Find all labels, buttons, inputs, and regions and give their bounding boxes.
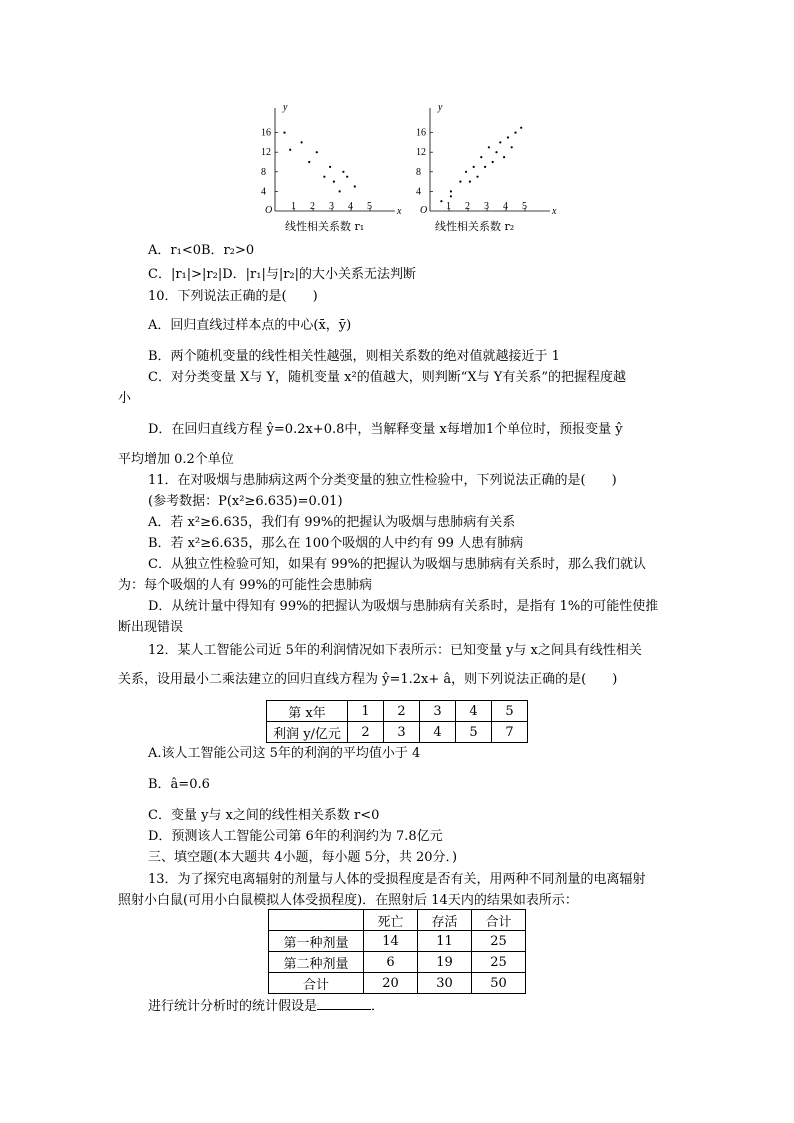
- q12-option-a: A.该人工智能公司这 5年的利润的平均值小于 4: [148, 746, 421, 761]
- q11-option-d-line1: D．从统计量中得知有 99%的把握认为吸烟与患肺病有关系时，是指有 1%的可能性使推: [148, 599, 659, 614]
- x-tick-label: 5: [522, 201, 527, 212]
- table-cell: 第一种剂量: [269, 931, 364, 952]
- scatter-point: [342, 171, 344, 173]
- table-cell: 25: [472, 952, 526, 973]
- table-cell: 第 x年: [267, 701, 348, 722]
- scatter-point: [473, 166, 475, 168]
- q10-stem: 10．下列说法正确的是( ): [148, 289, 318, 304]
- scatter-plot-r1: [255, 98, 402, 217]
- y-tick-label: 16: [416, 127, 426, 139]
- q9-option-c: C．|r₁|>|r₂|D．|r₁|与|r₂|的大小关系无法判断: [148, 267, 417, 282]
- table-header: 死亡: [364, 910, 418, 931]
- q10-option-a: A．回归直线过样本点的中心(x̄，ȳ): [148, 318, 352, 333]
- x-tick-label: 1: [446, 201, 451, 212]
- profit-table: [266, 700, 528, 743]
- q10-option-d-line1: D．在回归直线方程 ŷ=0.2x+0.8中，当解释变量 x每增加1个单位时，预报变量 ŷ: [148, 422, 623, 437]
- plot2-ylabel: y: [438, 102, 443, 113]
- q11-option-a: A．若 x²≥6.635，我们有 99%的把握认为吸烟与患肺病有关系: [148, 515, 516, 530]
- table-cell: 30: [418, 973, 472, 994]
- x-tick-label: 4: [503, 201, 508, 212]
- scatter-point: [520, 127, 522, 129]
- scatter-point: [346, 176, 348, 178]
- table-cell: 合计: [269, 973, 364, 994]
- x-tick-label: 4: [348, 201, 353, 212]
- scatter-point: [476, 176, 478, 178]
- q11-option-b: B．若 x²≥6.635，那么在 100个吸烟的人中约有 99 人患有肺病: [148, 536, 524, 551]
- scatter-point: [450, 190, 452, 192]
- table-cell: 3: [384, 722, 420, 743]
- q13-stem-line1: 13．为了探究电离辐射的剂量与人体的受损程度是否有关，用两种不同剂量的电离辐射: [148, 872, 646, 887]
- table-cell: 5: [492, 701, 528, 722]
- y-tick-label: 12: [261, 147, 271, 159]
- origin-label: O: [265, 205, 273, 216]
- table-cell: 7: [492, 722, 528, 743]
- plot2-axes: [430, 108, 550, 211]
- table-cell: 3: [420, 701, 456, 722]
- q12-option-b: B．â=0.6: [148, 777, 210, 792]
- y-tick-label: 8: [261, 166, 266, 178]
- scatter-point: [492, 161, 494, 163]
- x-tick-label: 3: [484, 201, 489, 212]
- plot2-caption: 线性相关系数 r₂: [435, 220, 515, 233]
- scatter-point: [495, 151, 497, 153]
- plot1-axes: [275, 108, 395, 211]
- answer-blank: [317, 998, 371, 1010]
- q13-tail-end: ．: [371, 999, 385, 1014]
- table-cell: 20: [364, 973, 418, 994]
- y-tick-label: 4: [261, 186, 266, 198]
- q13-tail: [148, 998, 384, 1015]
- x-tick-label: 1: [291, 201, 296, 212]
- scatter-plot-r2: [405, 98, 557, 217]
- q12-stem-line2: 关系，设用最小二乘法建立的回归直线方程为 ŷ=1.2x+ â，则下列说法正确的是( ): [118, 672, 618, 687]
- scatter-point: [440, 200, 442, 202]
- q13-tail-text: 进行统计分析时的统计假设是: [148, 999, 318, 1014]
- plot2-xlabel: x: [552, 206, 557, 217]
- scatter-point: [308, 161, 310, 163]
- table-cell: 4: [420, 722, 456, 743]
- table-row: [269, 931, 526, 952]
- scatter-point: [289, 149, 291, 151]
- table-cell: 25: [472, 931, 526, 952]
- table-cell: 4: [456, 701, 492, 722]
- scatter-point: [329, 166, 331, 168]
- scatter-point: [339, 190, 341, 192]
- table-row: [267, 722, 528, 743]
- scatter-point: [283, 132, 285, 134]
- scatter-point: [484, 166, 486, 168]
- q10-option-c-line1: C．对分类变量 X与 Y，随机变量 x²的值越大，则判断“X与 Y有关系”的把握程度越: [148, 370, 626, 385]
- table-cell: 2: [348, 722, 384, 743]
- scatter-point: [323, 176, 325, 178]
- x-tick-label: 2: [465, 201, 470, 212]
- table-cell: 6: [364, 952, 418, 973]
- table-cell: 利润 y/亿元: [267, 722, 348, 743]
- q11-option-c-line2: 为：每个吸烟的人有 99%的可能性会患肺病: [118, 578, 373, 593]
- y-tick-label: 8: [416, 166, 421, 178]
- scatter-point: [465, 171, 467, 173]
- scatter-point: [354, 185, 356, 187]
- section-heading: 三、填空题(本大题共 4小题，每小题 5分，共 20分．): [148, 850, 458, 865]
- scatter-point: [507, 136, 509, 138]
- scatter-point: [503, 156, 505, 158]
- x-tick-label: 5: [367, 201, 372, 212]
- table-header: 存活: [418, 910, 472, 931]
- q12-option-c: C．变量 y与 x之间的线性相关系数 r<0: [148, 808, 380, 823]
- q11-option-c-line1: C．从独立性检验可知，如果有 99%的把握认为吸烟与患肺病有关系时，那么我们就认: [148, 557, 646, 572]
- x-tick-label: 3: [329, 201, 334, 212]
- q11-stem: 11．在对吸烟与患肺病这两个分类变量的独立性检验中，下列说法正确的是( ): [148, 473, 617, 488]
- y-tick-label: 4: [416, 186, 421, 198]
- scatter-point: [316, 151, 318, 153]
- q13-stem-line2: 照射小白鼠(可用小白鼠模拟人体受损程度)．在照射后 14天内的结果如表所示：: [118, 893, 578, 908]
- scatter-point: [511, 146, 513, 148]
- plot1-xlabel: x: [397, 206, 402, 217]
- q11-option-d-line2: 断出现错误: [118, 620, 184, 635]
- scatter-point: [333, 181, 335, 183]
- q10-option-d-line2: 平均增加 0.2个单位: [118, 452, 234, 467]
- q11-reference: (参考数据：P(x²≥6.635)=0.01): [148, 494, 343, 509]
- scatter-point: [488, 146, 490, 148]
- table-cell: 2: [384, 701, 420, 722]
- q10-option-c-line2: 小: [118, 391, 132, 406]
- q12-stem-line1: 12．某人工智能公司近 5年的利润情况如下表所示：已知变量 y与 x之间具有线性相关: [148, 643, 642, 658]
- table-row: [267, 701, 528, 722]
- table-cell: 1: [348, 701, 384, 722]
- plot1-ylabel: y: [283, 102, 288, 113]
- table-row: [269, 952, 526, 973]
- y-tick-label: 12: [416, 147, 426, 159]
- scatter-point: [301, 141, 303, 143]
- scatter-point: [480, 156, 482, 158]
- table-cell: 11: [418, 931, 472, 952]
- scatter-point: [514, 132, 516, 134]
- scatter-point: [469, 181, 471, 183]
- scatter-point: [459, 181, 461, 183]
- table-row: [269, 973, 526, 994]
- scatter-point: [499, 141, 501, 143]
- scatter-point: [450, 195, 452, 197]
- plot1-caption: 线性相关系数 r₁: [285, 220, 365, 233]
- table-cell: 14: [364, 931, 418, 952]
- table-row: [269, 910, 526, 931]
- table-header: [269, 910, 364, 931]
- q12-option-d: D．预测该人工智能公司第 6年的利润约为 7.8亿元: [148, 829, 443, 844]
- q9-option-a: A．r₁<0B．r₂>0: [148, 243, 255, 258]
- origin-label: O: [420, 205, 428, 216]
- table-cell: 19: [418, 952, 472, 973]
- y-tick-label: 16: [261, 127, 271, 139]
- q10-option-b: B．两个随机变量的线性相关性越强，则相关系数的绝对值就越接近于 1: [148, 349, 560, 364]
- table-header: 合计: [472, 910, 526, 931]
- table-cell: 第二种剂量: [269, 952, 364, 973]
- table-cell: 50: [472, 973, 526, 994]
- table-cell: 5: [456, 722, 492, 743]
- radiation-table: [268, 909, 526, 994]
- x-tick-label: 2: [310, 201, 315, 212]
